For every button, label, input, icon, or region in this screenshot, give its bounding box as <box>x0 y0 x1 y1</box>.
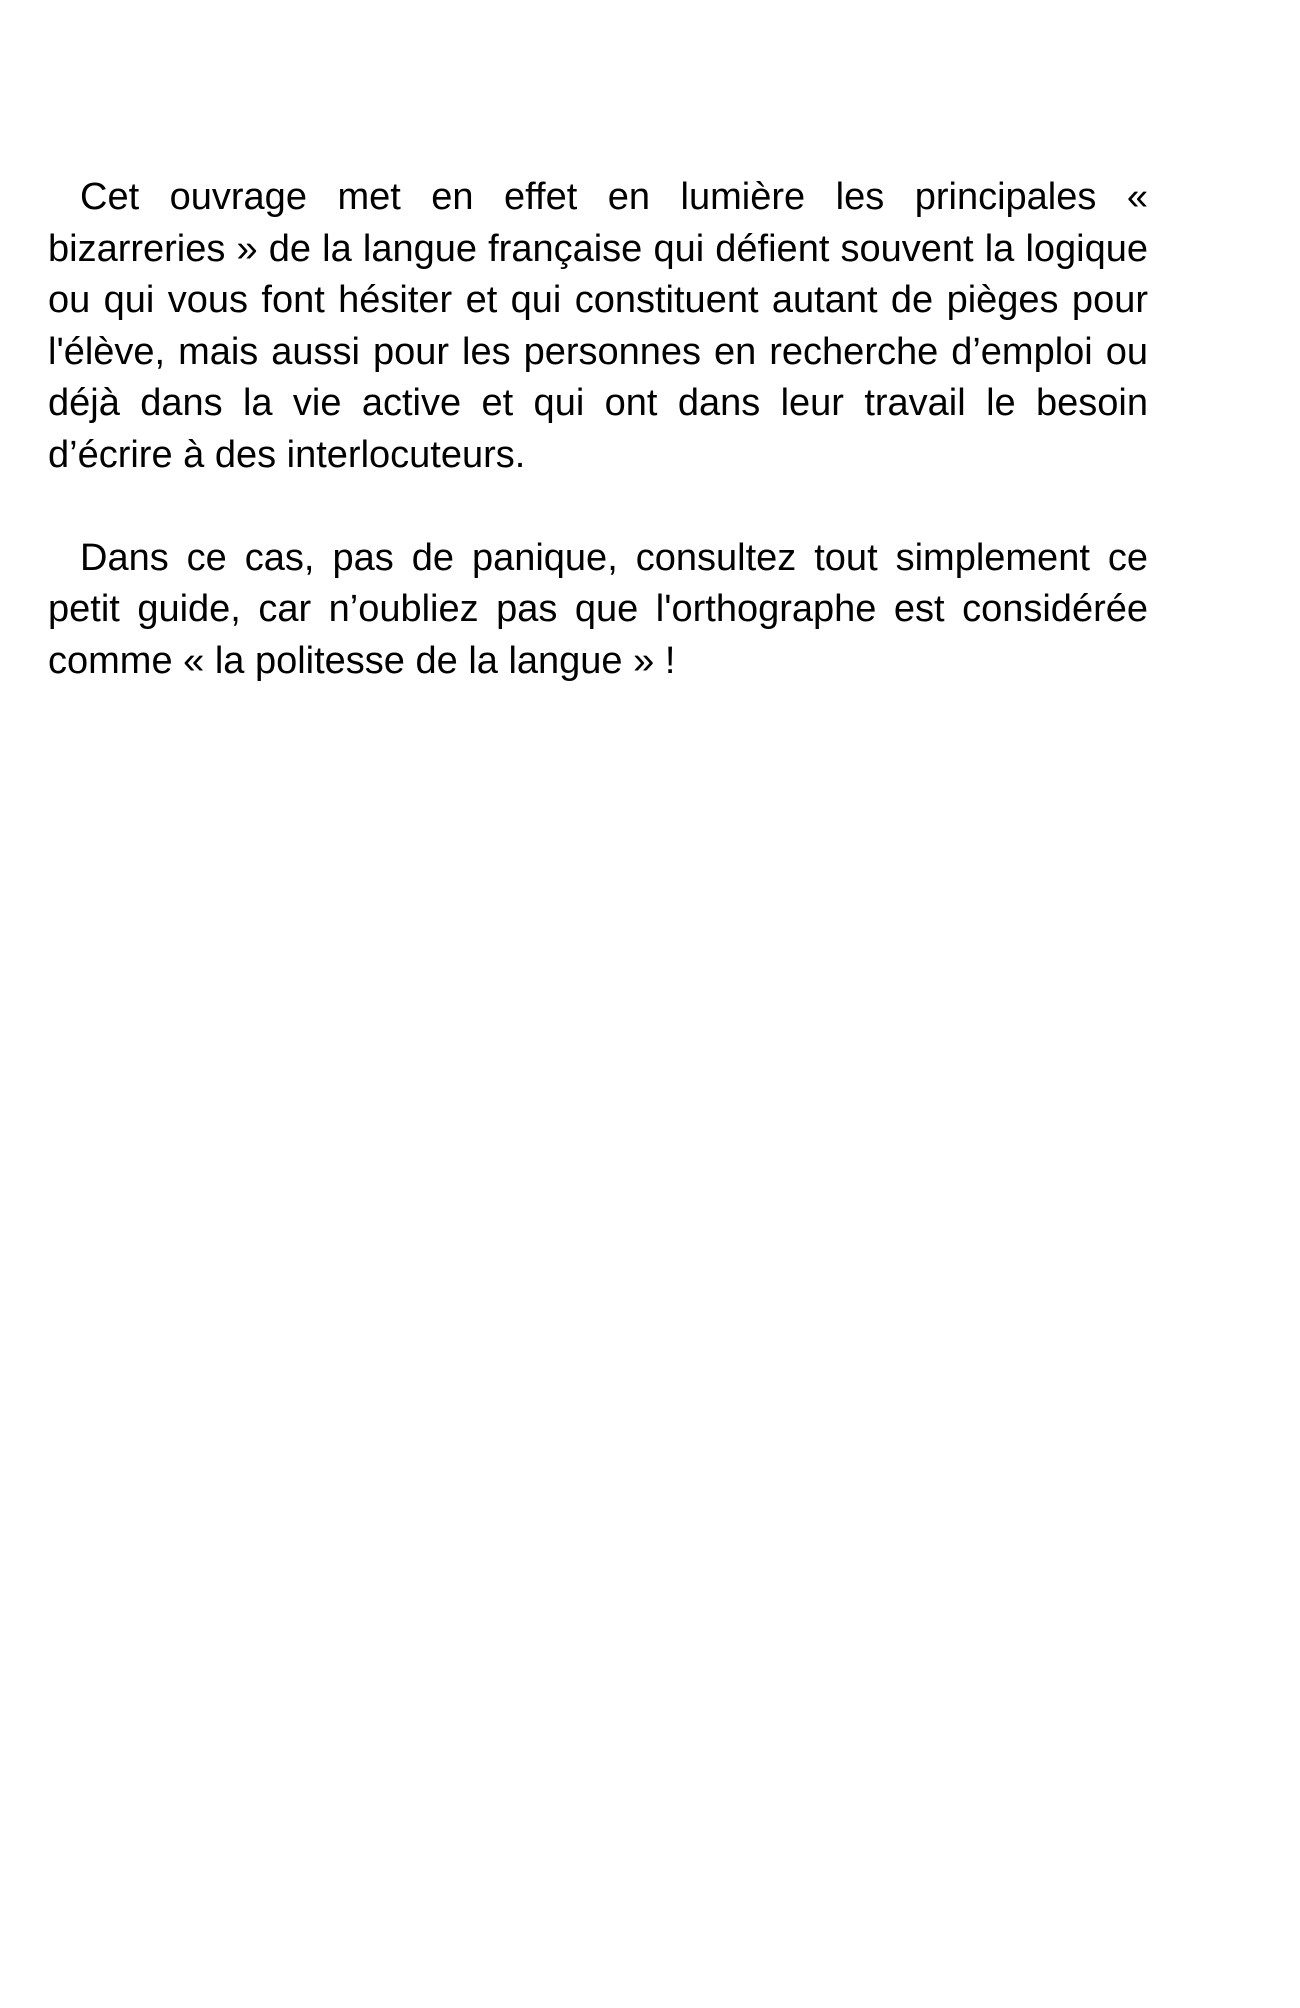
paragraph-intro: Cet ouvrage met en effet en lumière les principales « bizarreries » de la langue française qui défient souvent la logique ou qui vous font hésiter et qui constituent autant de pièges pour l'élève, mais aussi pour les personnes en recherche d’emploi ou déjà dans la vie active et qui ont dans leur travail le besoin d’écrire à des interlocuteurs. <box>48 176 1148 476</box>
paragraph-advice: Dans ce cas, pas de panique, consultez tout simplement ce petit guide, car n’oubliez pas que l'orthographe est considérée comme « la politesse de la langue » ! <box>48 536 1148 682</box>
body-text <box>48 172 1148 739</box>
